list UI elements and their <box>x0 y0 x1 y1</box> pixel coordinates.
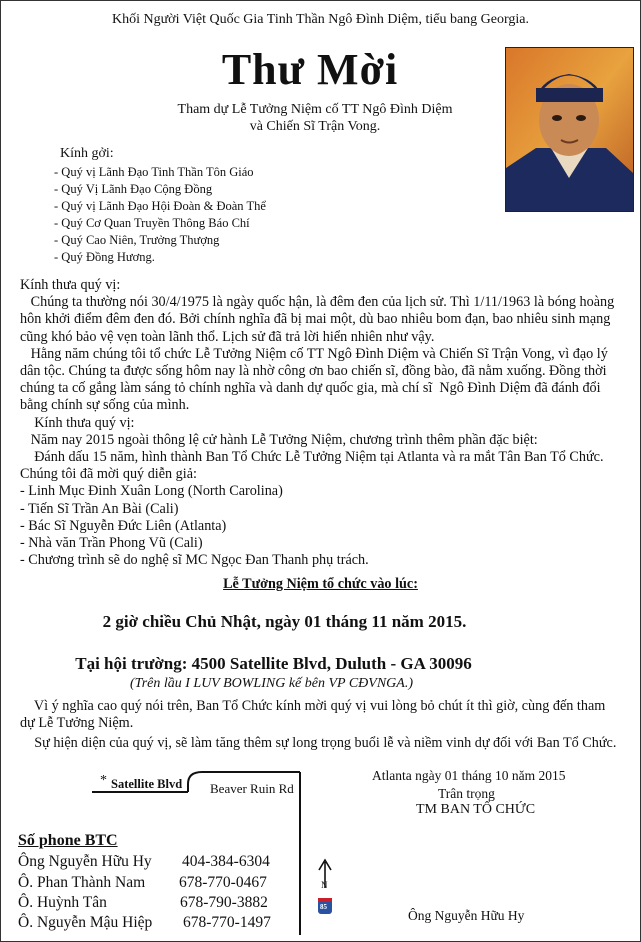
portrait-painting-icon <box>505 47 634 212</box>
signature-name: Ông Nguyễn Hữu Hy <box>408 908 525 923</box>
salutation: Kính thưa quý vị: <box>20 277 121 293</box>
recipient-item: - Quý Đồng Hương. <box>54 250 155 264</box>
closing-line: Sự hiện diện của quý vị, sẽ làm tăng thêm sự long trọng buổi lễ và niềm vinh dự đối với Ban Tổ Chức. <box>20 735 617 752</box>
subtitle-line-2: và Chiến Sĩ Trận Vong. <box>249 119 381 134</box>
closing-line: Vì ý nghĩa cao quý nói trên, Ban Tổ Chức kính mời quý vị vui lòng bỏ chút ít thì giờ, cùng đến tham <box>20 698 606 714</box>
paragraph-line: hôn khởi điểm đêm đen đó. Bởi chính nghĩa đã bị mai một, dù bao nhiêu bom đạn, bao nhiêu sinh mạng <box>20 311 611 328</box>
signature-org: TM BAN TỔ CHỨC <box>416 802 536 817</box>
phone-name: Ô. Nguyễn Mậu Hiệp <box>18 914 153 931</box>
page-title: Thư Mời <box>221 45 399 94</box>
subtitle-line-1: Tham dự Lễ Tưởng Niệm cố TT Ngô Đình Diệm <box>177 102 453 117</box>
phone-name: Ông Nguyễn Hữu Hy <box>18 853 152 870</box>
paragraph-line: Đánh dấu 15 năm, hình thành Ban Tổ Chức Lễ Tưởng Niệm tại Atlanta và ra mắt Tân Ban Tổ Chức. <box>20 449 604 466</box>
respect-text: Trân trọng <box>438 786 495 801</box>
salutation-2: Kính thưa quý vị: <box>20 414 135 431</box>
recipient-item: - Quý Cao Niên, Trưởng Thượng <box>54 233 220 247</box>
speaker-item: - Chương trình sẽ do nghệ sĩ MC Ngọc Đan Thanh phụ trách. <box>20 552 369 569</box>
paragraph-line: Chúng tôi đã mời quý diễn giả: <box>20 466 197 483</box>
phone-number: 678-770-1497 <box>183 914 271 931</box>
map-star: * <box>100 773 107 788</box>
phone-heading: Số phone BTC <box>18 832 118 849</box>
phone-name: Ô. Phan Thành Nam <box>18 874 146 891</box>
recipient-list <box>54 164 266 266</box>
recipient-item: - Quý Vị Lãnh Đạo Cộng Đồng <box>54 182 213 196</box>
satellite-label: Satellite Blvd <box>111 777 183 791</box>
paragraph-line: cũng khó bảo vệ vẹn toàn lãnh thổ. Lịch sử đã trả lời hiển nhiên như vậy. <box>20 328 435 345</box>
greeting-label: Kính gởi: <box>60 146 114 161</box>
interstate-label: 85 <box>320 903 327 911</box>
beaver-label: Beaver Ruin Rd <box>210 781 294 796</box>
paragraph-line: Chúng ta thường nói 30/4/1975 là ngày quốc hận, là đêm đen của lịch sử. Thì 1/11/1963 là bóng hoàng <box>20 294 615 311</box>
paragraph-line: dân tộc. Chúng ta được sống hôm nay là nhờ công ơn bao chiến sĩ, đồng bào, đã nằm xuống. Đồng thời <box>20 363 607 380</box>
north-label: N <box>321 880 328 890</box>
recipient-item: - Quý vị Lãnh Đạo Hội Đoàn & Đoàn Thể <box>54 199 266 213</box>
paragraph-line: chúng ta cố gắng làm sáng tỏ chính nghĩa và danh dự quốc gia, mà chí sĩ Ngô Đình Diệm đã đánh đổi <box>20 380 601 397</box>
phone-number: 404-384-6304 <box>182 853 270 870</box>
closing-paragraph <box>20 698 625 753</box>
phone-number: 678-770-0467 <box>179 874 267 891</box>
place-date: Atlanta ngày 01 tháng 10 năm 2015 <box>372 768 566 783</box>
speaker-item: - Nhà văn Trần Phong Vũ (Cali) <box>20 535 203 552</box>
organization-header: Khối Người Việt Quốc Gia Tinh Thần Ngô Đình Diệm, tiểu bang Georgia. <box>111 12 529 27</box>
venue-note: (Trên lầu I LUV BOWLING kế bên VP CĐVNGA.) <box>130 676 413 691</box>
recipient-item: - Quý Cơ Quan Truyền Thông Báo Chí <box>54 216 250 230</box>
event-datetime: 2 giờ chiều Chủ Nhật, ngày 01 tháng 11 năm 2015. <box>102 612 467 631</box>
recipient-item: - Quý vị Lãnh Đạo Tinh Thần Tôn Giáo <box>54 165 254 179</box>
phone-number: 678-790-3882 <box>180 894 268 911</box>
speaker-item: - Bác Sĩ Nguyễn Đức Liên (Atlanta) <box>20 517 227 534</box>
letter-body <box>20 277 625 569</box>
closing-line: dự Lễ Tưởng Niệm. <box>20 715 134 732</box>
schedule-heading: Lễ Tưởng Niệm tổ chức vào lúc: <box>223 576 418 592</box>
paragraph-line: Hằng năm chúng tôi tổ chức Lễ Tưởng Niệm cố TT Ngô Đình Diệm và Chiến Sĩ Trận Vong, vì đạo lý <box>20 345 608 362</box>
paragraph-line: Năm nay 2015 ngoài thông lệ cử hành Lễ Tưởng Niệm, chương trình thêm phần đặc biệt: <box>20 431 538 448</box>
speaker-item: - Tiến Sĩ Trần An Bài (Cali) <box>20 500 179 517</box>
speaker-item: - Linh Mục Đinh Xuân Long (North Carolina) <box>20 483 283 500</box>
event-venue: Tại hội trường: 4500 Satellite Blvd, Duluth - GA 30096 <box>75 654 472 673</box>
paragraph-line: bằng chính sự sống của mình. <box>20 397 190 414</box>
phone-name: Ô. Huỳnh Tân <box>18 894 107 911</box>
